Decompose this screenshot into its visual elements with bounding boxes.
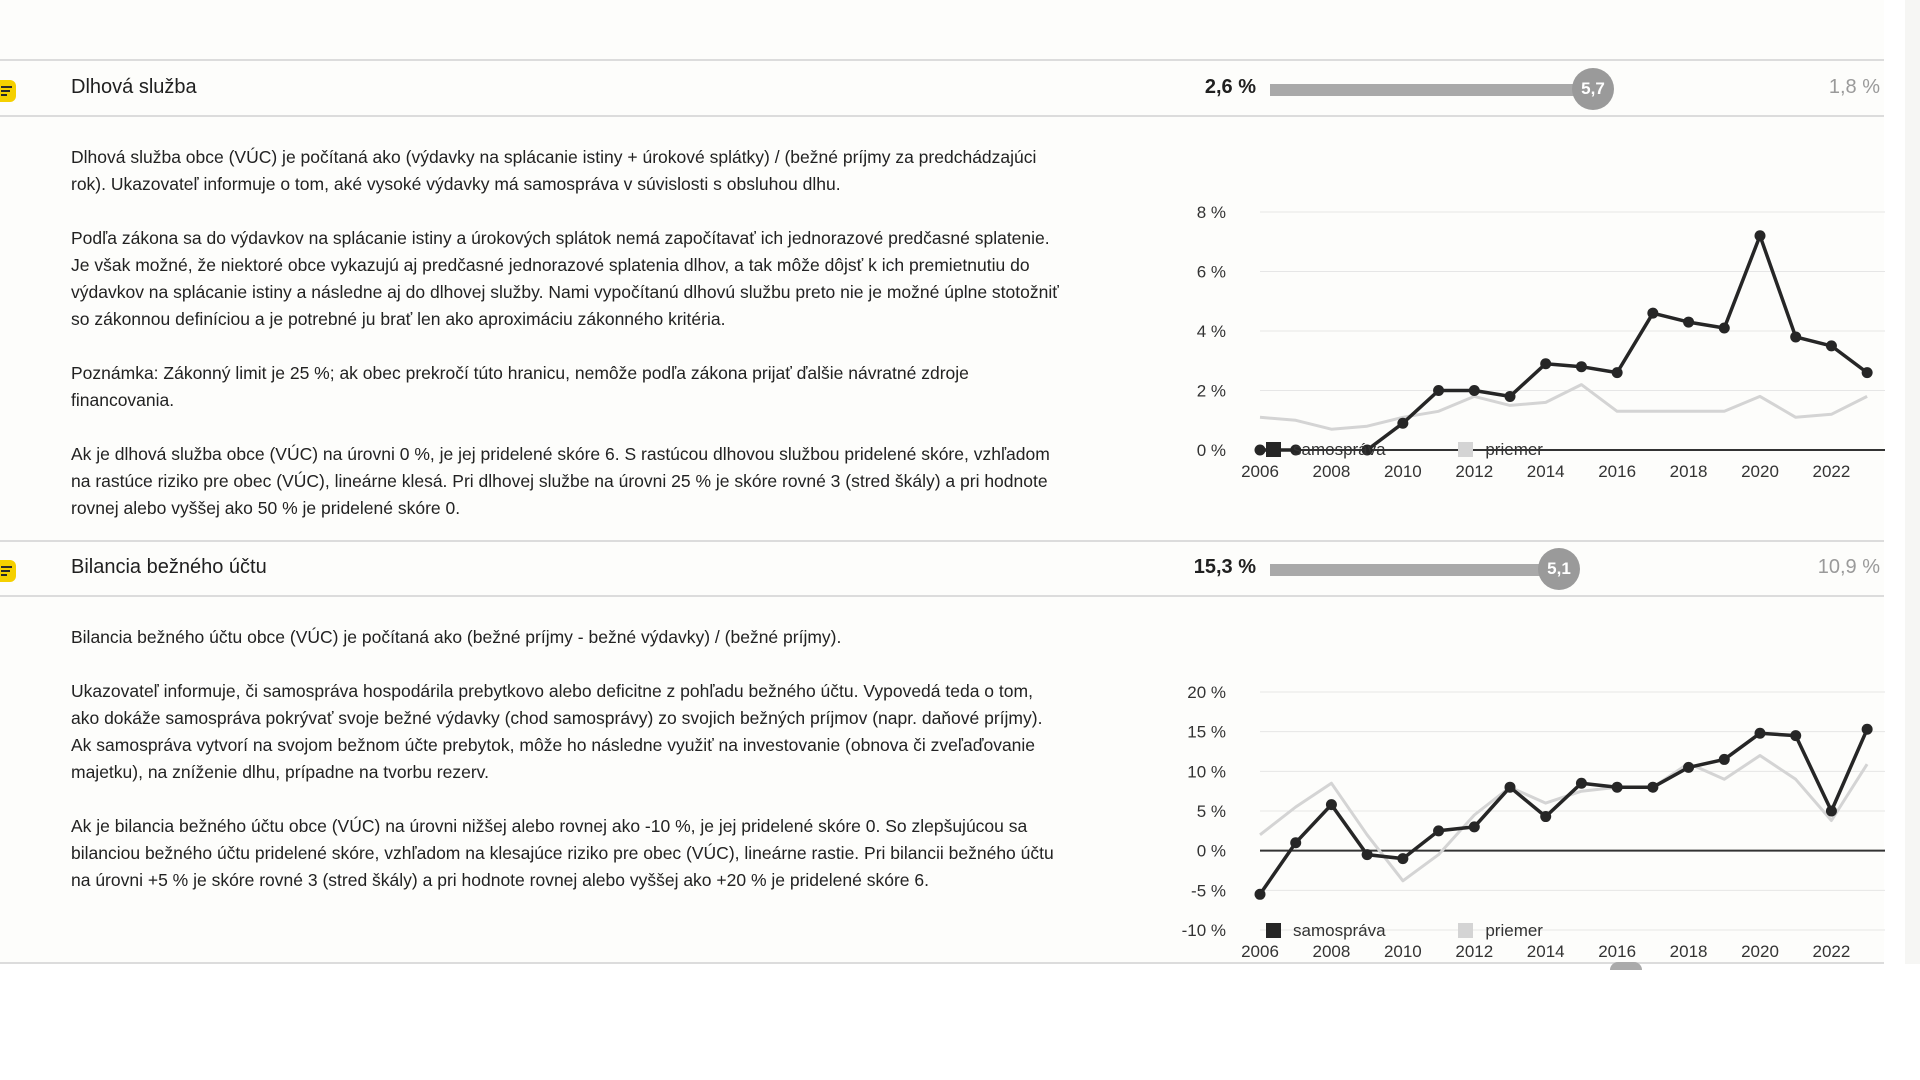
data-point: [1612, 782, 1623, 793]
data-point: [1755, 230, 1766, 241]
paragraph: Poznámka: Zákonný limit je 25 %; ak obec prekročí túto hranicu, nemôže podľa zákona prijať ďalšie návratné zdroje financovania.: [71, 363, 969, 410]
data-point: [1433, 385, 1444, 396]
menu-lines-icon[interactable]: [0, 560, 16, 582]
divider: [0, 595, 1884, 597]
indicator-value: 15,3 %: [1193, 556, 1256, 578]
data-point: [1719, 323, 1730, 334]
data-point: [1540, 358, 1551, 369]
series-line-priemer: [1260, 385, 1867, 430]
y-tick-label: -10 %: [1181, 921, 1226, 940]
data-point: [1255, 889, 1266, 900]
paragraph: Ak je dlhová služba obce (VÚC) na úrovni 0 %, je jej pridelené skóre 6. S rastúcou dlhovou službou pridelené skóre, vzhľadom na rastúce riziko pre obec (VÚC), lineárne klesá. Pri dlhovej službe na úrovni 25 % je skóre rovné 3 (stred škály) a pri hodnote rovnej alebo vyššej ako 50 % je pridelené skóre 0.: [71, 444, 1050, 518]
description: [71, 144, 1061, 549]
line-chart: [1180, 140, 1890, 490]
data-point: [1612, 367, 1623, 378]
data-point: [1469, 385, 1480, 396]
divider: [0, 115, 1884, 117]
data-point: [1826, 340, 1837, 351]
paragraph: Bilancia bežného účtu obce (VÚC) je počítaná ako (bežné príjmy - bežné výdavky) / (bežné príjmy).: [71, 627, 842, 647]
x-tick-label: 2020: [1741, 462, 1779, 481]
y-tick-label: 6 %: [1196, 262, 1226, 282]
legend: [1266, 921, 1611, 941]
x-tick-label: 2016: [1598, 942, 1637, 961]
y-tick-label: 5 %: [1196, 802, 1226, 821]
x-tick-label: 2018: [1669, 462, 1708, 481]
series-line-samosprava: [1260, 236, 1867, 450]
legend-item-priemer: [1458, 921, 1543, 941]
y-tick-label: 10 %: [1187, 762, 1226, 782]
data-point: [1576, 361, 1587, 372]
legend-item-samosprava: [1266, 921, 1386, 941]
data-point: [1397, 853, 1408, 864]
data-point: [1826, 806, 1837, 817]
score-bar: [1270, 84, 1593, 96]
x-tick-label: 2016: [1598, 462, 1637, 481]
y-tick-label: 20 %: [1187, 683, 1226, 702]
x-tick-label: 2014: [1526, 942, 1565, 961]
score-knob[interactable]: 5,7: [1572, 68, 1614, 110]
paragraph: Ukazovateľ informuje, či samospráva hospodárila prebytkovo alebo deficitne z pohľadu bežného účtu. Vypovedá teda o tom, ako dokáže samospráva pokrývať svoje bežné výdavky (chod samosprávy) zo svojich bežných príjmov (napr. daňové príjmy). Ak samospráva vytvorí na svojom bežnom účte prebytok, môže ho následne využiť na investovanie (obnova či zveľaďovanie majetku), na zníženie dlhu, prípadne na tvorbu rezerv.: [71, 681, 1043, 782]
x-tick-label: 2006: [1241, 942, 1279, 961]
section-dlhova-sluzba: [0, 60, 1884, 540]
divider: [0, 962, 1884, 964]
legend-swatch: [1458, 442, 1473, 457]
y-tick-label: 8 %: [1196, 203, 1226, 222]
legend-swatch: [1458, 923, 1473, 938]
data-point: [1647, 308, 1658, 319]
legend-swatch: [1266, 442, 1281, 457]
data-point: [1290, 837, 1301, 848]
section-title: Bilancia bežného účtu: [71, 556, 267, 578]
data-point: [1790, 730, 1801, 741]
average-value: 1,8 %: [1828, 76, 1880, 98]
section-bilancia-bezneho-uctu: [0, 540, 1884, 964]
data-point: [1540, 811, 1551, 822]
y-tick-label: 0 %: [1196, 441, 1226, 460]
data-point: [1647, 782, 1658, 793]
data-point: [1755, 728, 1766, 739]
legend-item-samosprava: [1266, 440, 1386, 460]
legend-item-priemer: [1458, 440, 1543, 460]
average-value: 10,9 %: [1817, 556, 1880, 578]
data-point: [1790, 331, 1801, 342]
scrollbar-track[interactable]: [1905, 0, 1920, 964]
x-tick-label: 2010: [1383, 942, 1422, 961]
x-tick-label: 2018: [1669, 942, 1708, 961]
legend-label: samospráva: [1293, 921, 1386, 940]
x-tick-label: 2020: [1741, 942, 1779, 961]
legend-swatch: [1266, 923, 1281, 938]
x-tick-label: 2012: [1455, 462, 1494, 481]
legend: [1266, 440, 1611, 460]
legend-label: priemer: [1485, 921, 1543, 940]
indicator-value: 2,6 %: [1204, 76, 1256, 98]
x-tick-label: 2014: [1526, 462, 1565, 481]
y-tick-label: 2 %: [1196, 381, 1226, 401]
section-header[interactable]: [0, 60, 1884, 116]
score-bar: [1270, 564, 1559, 576]
x-tick-label: 2012: [1455, 942, 1494, 961]
data-point: [1505, 782, 1516, 793]
data-point: [1326, 799, 1337, 810]
menu-lines-icon[interactable]: [0, 80, 16, 102]
line-chart: [1180, 620, 1890, 970]
legend-label: samospráva: [1293, 440, 1386, 459]
data-point: [1862, 367, 1873, 378]
data-point: [1255, 445, 1266, 456]
section-title: Dlhová služba: [71, 76, 197, 98]
y-tick-label: -5 %: [1191, 881, 1226, 901]
data-point: [1505, 391, 1516, 402]
x-tick-label: 2008: [1312, 942, 1351, 961]
data-point: [1362, 849, 1373, 860]
data-point: [1719, 754, 1730, 765]
y-tick-label: 4 %: [1196, 322, 1226, 341]
data-point: [1683, 317, 1694, 328]
paragraph: Ak je bilancia bežného účtu obce (VÚC) na úrovni nižšej alebo rovnej ako -10 %, je jej pridelené skóre 0. So zlepšujúcou sa bilanciou bežného účtu pridelené skóre, vzhľadom na klesajúce riziko pre obec (VÚC), lineárne rastie. Pri bilancii bežného účtu na úrovni +5 % je skóre rovné 3 (stred škály) a pri hodnote rovnej alebo vyššej ako +20 % je pridelené skóre 6.: [71, 816, 1054, 890]
data-point: [1433, 825, 1444, 836]
data-point: [1862, 724, 1873, 735]
series-line-priemer: [1260, 756, 1867, 881]
y-tick-label: 0 %: [1196, 841, 1226, 861]
y-tick-label: 15 %: [1187, 722, 1226, 742]
score-knob-partial: [1610, 962, 1642, 970]
x-tick-label: 2006: [1241, 462, 1279, 481]
description: [71, 624, 1061, 921]
x-tick-label: 2022: [1812, 942, 1851, 961]
section-header[interactable]: [0, 540, 1884, 596]
x-tick-label: 2022: [1812, 462, 1851, 481]
x-tick-label: 2008: [1312, 462, 1351, 481]
data-point: [1397, 418, 1408, 429]
x-tick-label: 2010: [1383, 462, 1422, 481]
legend-label: priemer: [1485, 440, 1543, 459]
paragraph: Podľa zákona sa do výdavkov na splácanie istiny a úrokových splátok nemá započítavať ich jednorazové predčasné splatenie. Je však možné, že niektoré obce vykazujú aj predčasné jednorazové splatenia dlhov, a tak môže dôjsť k ich premietnutiu do výdavkov na splácanie istiny a následne aj do dlhovej služby. Nami vypočítanú dlhovú službu preto nie je možné úplne stotožniť so zákonnou definíciou a je potrebné ju brať len ako aproximáciu zákonného kritéria.: [71, 228, 1059, 329]
paragraph: Dlhová služba obce (VÚC) je počítaná ako (výdavky na splácanie istiny + úrokové splátky) / (bežné príjmy za predchádzajúci rok). Ukazovateľ informuje o tom, aké vysoké výdavky má samospráva v súvislosti s obsluhou dlhu.: [71, 147, 1037, 194]
data-point: [1683, 762, 1694, 773]
data-point: [1469, 821, 1480, 832]
score-knob[interactable]: 5,1: [1538, 548, 1580, 590]
data-point: [1576, 778, 1587, 789]
